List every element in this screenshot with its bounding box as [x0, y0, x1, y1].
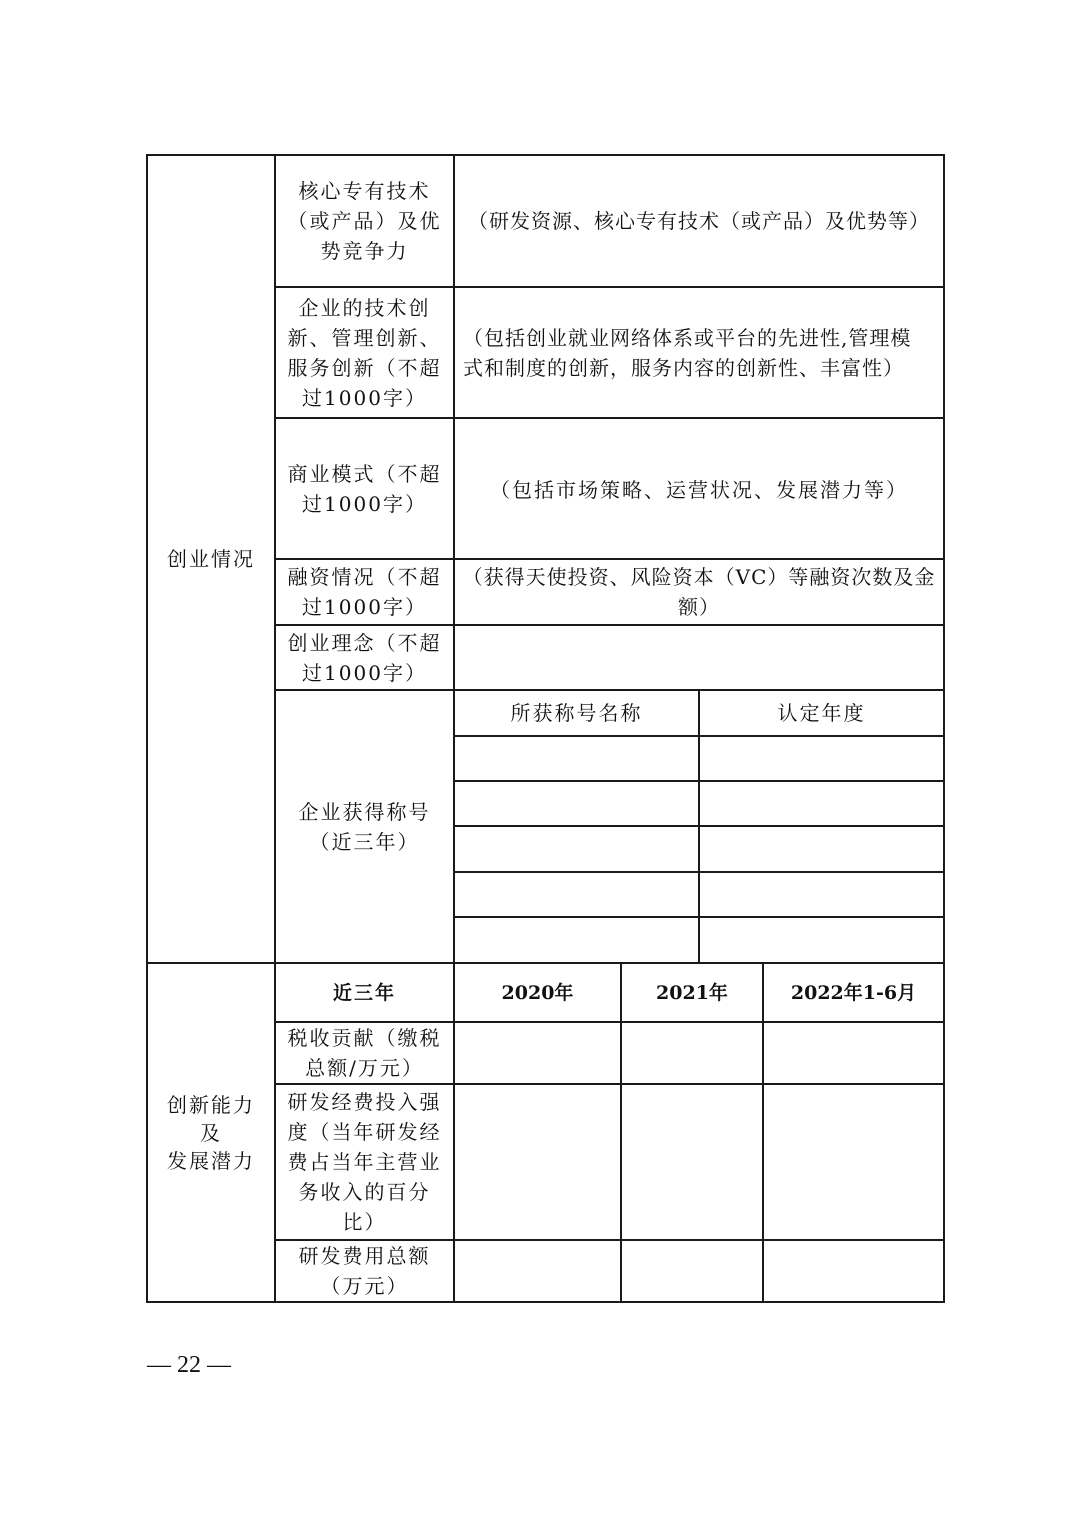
- label-line: 服务创新（不超: [287, 355, 442, 380]
- header-text: 近三年: [332, 981, 396, 1004]
- field-core-tech[interactable]: [455, 156, 943, 286]
- label-rd-intensity: [276, 1085, 453, 1239]
- header-year-2021: [622, 964, 762, 1021]
- col-header-recognition-year: [700, 691, 943, 735]
- label-line: 企业的技术创: [298, 295, 431, 320]
- hint-text: （包括市场策略、运营状况、发展潜力等）: [490, 478, 908, 502]
- tax-2020-cell[interactable]: [455, 1023, 620, 1083]
- label-rd-total: [276, 1241, 453, 1301]
- label-line: 势竞争力: [320, 239, 409, 263]
- header-year-2022-h1: [764, 964, 943, 1021]
- section-startup-text: 创业情况: [167, 547, 255, 571]
- label-line: 研发费用总额: [298, 1244, 431, 1268]
- hint-line: 式和制度的创新，服务内容的创新性、丰富性）: [463, 355, 904, 380]
- title-name-cell[interactable]: [455, 782, 698, 825]
- col-header-text: 认定年度: [777, 701, 866, 725]
- title-year-cell[interactable]: [700, 918, 943, 962]
- header-recent-three-years: [276, 964, 453, 1021]
- label-line: 过1000字）: [302, 660, 427, 685]
- tax-2021-cell[interactable]: [622, 1023, 762, 1083]
- title-year-cell[interactable]: [700, 737, 943, 780]
- label-line: 融资情况（不超: [287, 565, 442, 589]
- label-line: 务收入的百分: [298, 1180, 431, 1204]
- title-year-cell[interactable]: [700, 827, 943, 871]
- col-header-text: 所获称号名称: [510, 701, 643, 725]
- hint-text: （研发资源、核心专有技术（或产品）及优势等）: [468, 209, 930, 233]
- label-line: 税收贡献（缴税: [287, 1026, 442, 1050]
- label-line: 过1000字）: [302, 595, 427, 619]
- title-name-cell[interactable]: [455, 873, 698, 916]
- header-year-2020: [455, 964, 620, 1021]
- label-line: 过1000字）: [302, 385, 427, 410]
- section-line: 发展潜力: [167, 1148, 255, 1173]
- field-financing[interactable]: [455, 560, 943, 624]
- label-philosophy: [276, 626, 453, 689]
- page-number: — 22 —: [147, 1352, 231, 1378]
- hint-line: （获得天使投资、风险资本（VC）等融资次数及金: [462, 565, 936, 589]
- label-line: 商业模式（不超: [287, 462, 442, 486]
- title-year-cell[interactable]: [700, 873, 943, 916]
- header-text: 2022年1-6月: [790, 981, 917, 1004]
- tax-2022-cell[interactable]: [764, 1023, 943, 1083]
- label-core-tech: [276, 156, 453, 286]
- col-header-title-name: [455, 691, 698, 735]
- hint-line: 额）: [678, 595, 720, 619]
- field-business-model[interactable]: [455, 419, 943, 558]
- label-line: 创业理念（不超: [287, 630, 442, 655]
- title-name-cell[interactable]: [455, 918, 698, 962]
- rd-total-2021-cell[interactable]: [622, 1241, 762, 1301]
- label-financing: [276, 560, 453, 624]
- title-year-cell[interactable]: [700, 782, 943, 825]
- label-line: 总额/万元）: [305, 1056, 424, 1080]
- label-line: 过1000字）: [302, 492, 427, 516]
- label-line: （近三年）: [309, 829, 420, 854]
- label-line: 比）: [342, 1210, 387, 1234]
- label-line: 度（当年研发经: [287, 1120, 442, 1144]
- section-line: 创新能力: [167, 1092, 255, 1117]
- field-innovation-mgmt[interactable]: [455, 288, 943, 417]
- label-tax-contribution: [276, 1023, 453, 1083]
- label-line: （万元）: [320, 1274, 409, 1298]
- rd-intensity-2022-cell[interactable]: [764, 1085, 943, 1239]
- rd-intensity-2021-cell[interactable]: [622, 1085, 762, 1239]
- label-line: （或产品）及优: [287, 209, 442, 233]
- section-label-innovation: [148, 964, 274, 1301]
- label-innovation-mgmt: [276, 288, 453, 417]
- header-text: 2020年: [501, 981, 574, 1004]
- title-name-cell[interactable]: [455, 827, 698, 871]
- label-line: 核心专有技术: [298, 179, 431, 203]
- header-text: 2021年: [656, 981, 728, 1004]
- label-line: 新、管理创新、: [287, 325, 442, 350]
- title-name-cell[interactable]: [455, 737, 698, 780]
- rd-intensity-2020-cell[interactable]: [455, 1085, 620, 1239]
- rd-total-2020-cell[interactable]: [455, 1241, 620, 1301]
- section-line: 及: [200, 1120, 222, 1145]
- label-line: 研发经费投入强: [287, 1090, 442, 1114]
- label-line: 费占当年主营业: [287, 1150, 442, 1174]
- field-philosophy[interactable]: [455, 626, 943, 689]
- section-label-startup: [148, 156, 274, 962]
- label-business-model: [276, 419, 453, 558]
- hint-line: （包括创业就业网络体系或平台的先进性,管理模: [463, 325, 912, 350]
- label-line: 企业获得称号: [298, 799, 431, 824]
- label-titles: [276, 691, 453, 962]
- rd-total-2022-cell[interactable]: [764, 1241, 943, 1301]
